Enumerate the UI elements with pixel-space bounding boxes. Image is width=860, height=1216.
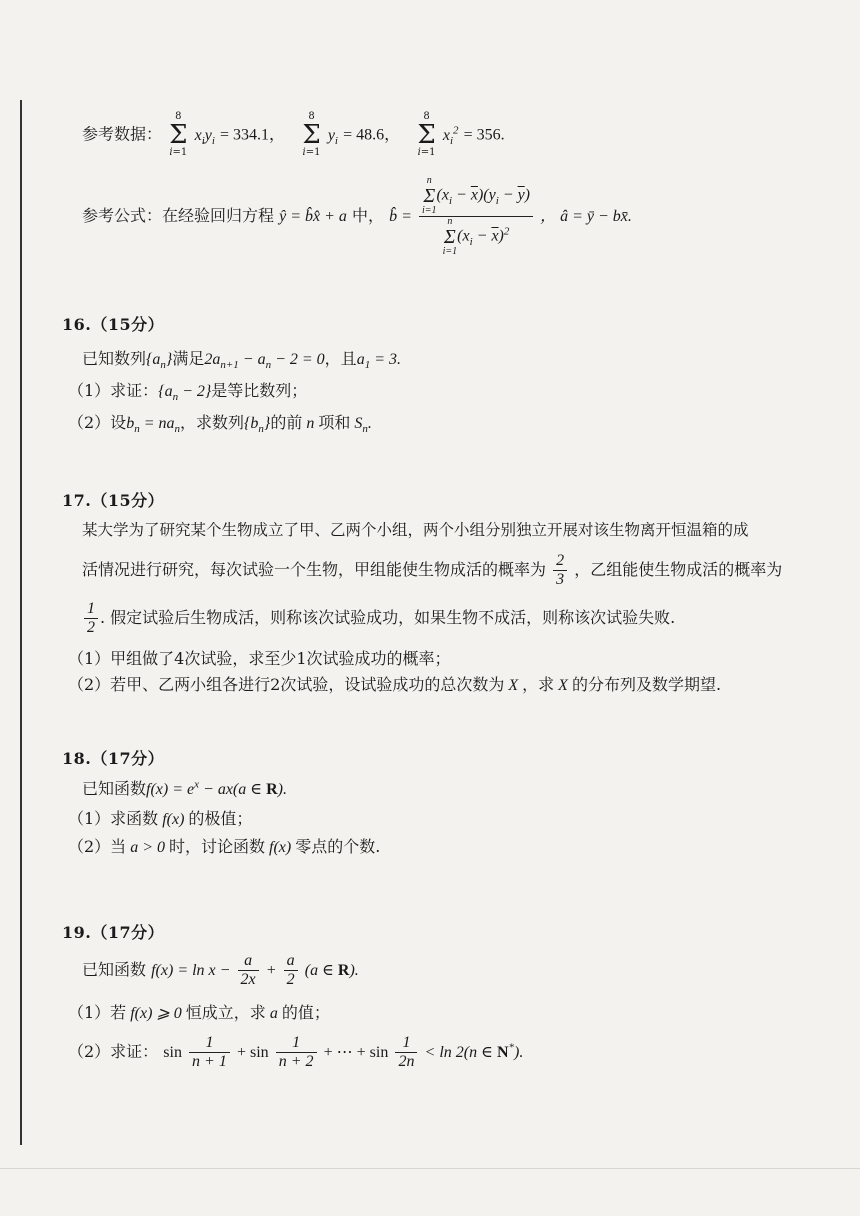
formula-a-in-R: (a ∈ R). — [304, 962, 359, 979]
question-19-part-2 — [68, 1034, 523, 1071]
formula-1-over-2n: $\frac{1}{2n}$ — [395, 1034, 417, 1071]
formula-f-exp: $f(x) = e^x - ax(a$ ∈ R). — [146, 778, 287, 798]
summation-symbol: 8 Σ i=1 — [417, 111, 436, 158]
formula-b-hat-fraction: n Σ i=1 $(x_i - \overline{x})(y_i - \overline{y})$ n Σ i=1 $(x_i - \overline{x})^2$ — [419, 176, 533, 257]
q16-text: 是等比数列； — [211, 381, 308, 400]
formula-fx: f(x) — [265, 839, 296, 856]
formula-plus: + — [265, 962, 277, 979]
question-18-part-2 — [68, 834, 380, 857]
q17-text: 的分布列及数学期望. — [571, 675, 722, 694]
formula-seq-b: $\{b_n\}$ — [244, 415, 271, 436]
formula-seq-a: $\{a_n\}$ — [146, 351, 173, 372]
question-18-intro — [82, 776, 287, 799]
formula-sn: $S_n$. — [350, 415, 372, 436]
formula-one-half: $\frac{1}{2}$ — [84, 600, 98, 637]
formula-fx: f(x) — [158, 811, 189, 828]
q19-text: （1）若 — [68, 1003, 127, 1022]
formula-an-minus-2: $\{a_n - 2\}$ — [158, 383, 212, 404]
reference-formula-text: 中， — [352, 206, 385, 225]
summation-symbol: 8 Σ i=1 — [169, 111, 188, 158]
formula-1-over-n2: $\frac{1}{n + 2}$ — [276, 1034, 317, 1071]
formula-regression-equation: ŷ = b̂x̂ + a — [279, 208, 347, 225]
formula-X: X — [554, 677, 572, 694]
question-19-intro — [82, 952, 359, 989]
q18-text: 的极值； — [188, 809, 253, 828]
reference-data-line — [82, 112, 505, 158]
formula-dots: + ⋯ + sin — [323, 1044, 389, 1061]
formula-a1: $a_1 = 3$. — [356, 351, 401, 372]
reference-formula-line — [82, 176, 632, 257]
formula-a-over-2x: $\frac{a}{2x}$ — [238, 952, 259, 989]
q16-text: 项和 — [318, 413, 351, 432]
formula-a-over-2: $\frac{a}{2}$ — [284, 952, 298, 989]
summation-symbol: 8 Σ i=1 — [302, 111, 321, 158]
q18-text: 已知函数 — [82, 779, 147, 798]
q18-text: 零点的个数. — [295, 837, 381, 856]
formula-two-thirds: $\frac{2}{3}$ — [553, 552, 567, 589]
q17-text: 活情况进行研究，每次试验一个生物，甲组能使生物成活的概率为 — [82, 560, 547, 579]
reference-data-label: 参考数据： — [82, 124, 163, 144]
question-17-line-2 — [82, 552, 782, 589]
q17-text: ，求 — [522, 675, 555, 694]
q16-text: （2）设 — [68, 413, 127, 432]
formula-ln2: < ln 2(n ∈ N*). — [424, 1041, 524, 1061]
q19-text: （2）求证： — [68, 1042, 159, 1061]
question-19-part-1 — [68, 1000, 330, 1023]
formula-fx-ge-0: f(x) ⩾ 0 — [126, 1005, 186, 1022]
formula-a-hat: ， â = ȳ − bx̄. — [540, 208, 632, 225]
question-19-heading: 19.（17分） — [62, 923, 165, 942]
formula-f-log: f(x) = ln x − — [151, 962, 231, 979]
q16-text: （1）求证： — [68, 381, 159, 400]
q18-text: （2）当 — [68, 837, 127, 856]
formula-b-hat: b̂ = — [389, 208, 412, 225]
q19-text: 的值； — [281, 1003, 330, 1022]
page-bottom-rule — [0, 1168, 860, 1169]
formula-sum-xy-value: = 334.1， — [220, 126, 286, 144]
formula-plus-sin: + sin — [236, 1044, 269, 1061]
question-16-heading: 16.（15分） — [62, 315, 165, 334]
q18-text: 时，讨论函数 — [168, 837, 265, 856]
q18-text: （1）求函数 — [68, 809, 159, 828]
q16-text: 满足 — [172, 349, 205, 368]
formula-a-positive: a > 0 — [126, 839, 169, 856]
q16-text: ，且 — [324, 349, 357, 368]
formula-sum-y-value: = 48.6， — [343, 126, 401, 144]
question-18-heading: 18.（17分） — [62, 749, 165, 768]
q16-text: 的前 — [270, 413, 303, 432]
q16-text: ，求数列 — [179, 413, 244, 432]
question-18-part-1 — [68, 806, 252, 829]
q17-text: ，乙组能使生物成活的概率为 — [574, 560, 783, 579]
formula-a: a — [265, 1005, 282, 1022]
question-17-line-3 — [82, 600, 675, 637]
question-16-part-2 — [68, 410, 372, 435]
question-17-part-1: （1）甲组做了4次试验，求至少1次试验成功的概率； — [68, 649, 451, 668]
formula-X: X — [504, 677, 523, 694]
question-17-heading: 17.（15分） — [62, 491, 165, 510]
question-16-part-1 — [68, 378, 307, 403]
q17-text: （2）若甲、乙两小组各进行2次试验，设试验成功的总次数为 — [68, 675, 505, 694]
formula-sin: sin — [163, 1044, 182, 1061]
formula-recurrence: $2a_{n+1} - a_n - 2 = 0$ — [204, 351, 325, 372]
formula-sum-x2-value: = 356. — [463, 126, 505, 144]
reference-formula-label: 参考公式：在经验回归方程 — [82, 206, 275, 225]
question-17-line-1: 某大学为了研究某个生物成立了甲、乙两个小组，两个小组分别独立开展对该生物离开恒温箱的成 — [82, 521, 749, 539]
question-17-part-2 — [68, 672, 721, 695]
question-16-intro — [82, 346, 401, 371]
q19-text: 恒成立，求 — [185, 1003, 266, 1022]
left-margin-rule — [20, 100, 22, 1145]
formula-bn: $b_n = na_n$ — [126, 415, 180, 436]
formula-sum-xy: $x_iy_i$ — [194, 126, 215, 147]
formula-n: n — [302, 415, 319, 432]
formula-sum-x2: $x_i^2$ — [442, 124, 459, 147]
formula-1-over-n1: $\frac{1}{n + 1}$ — [189, 1034, 230, 1071]
q16-text: 已知数列 — [82, 349, 147, 368]
q19-text: 已知函数 — [82, 960, 147, 979]
formula-sum-y: $y_i$ — [327, 126, 338, 147]
q17-text: . 假定试验后生物成活，则称该次试验成功，如果生物不成活，则称该次试验失败. — [100, 608, 676, 627]
